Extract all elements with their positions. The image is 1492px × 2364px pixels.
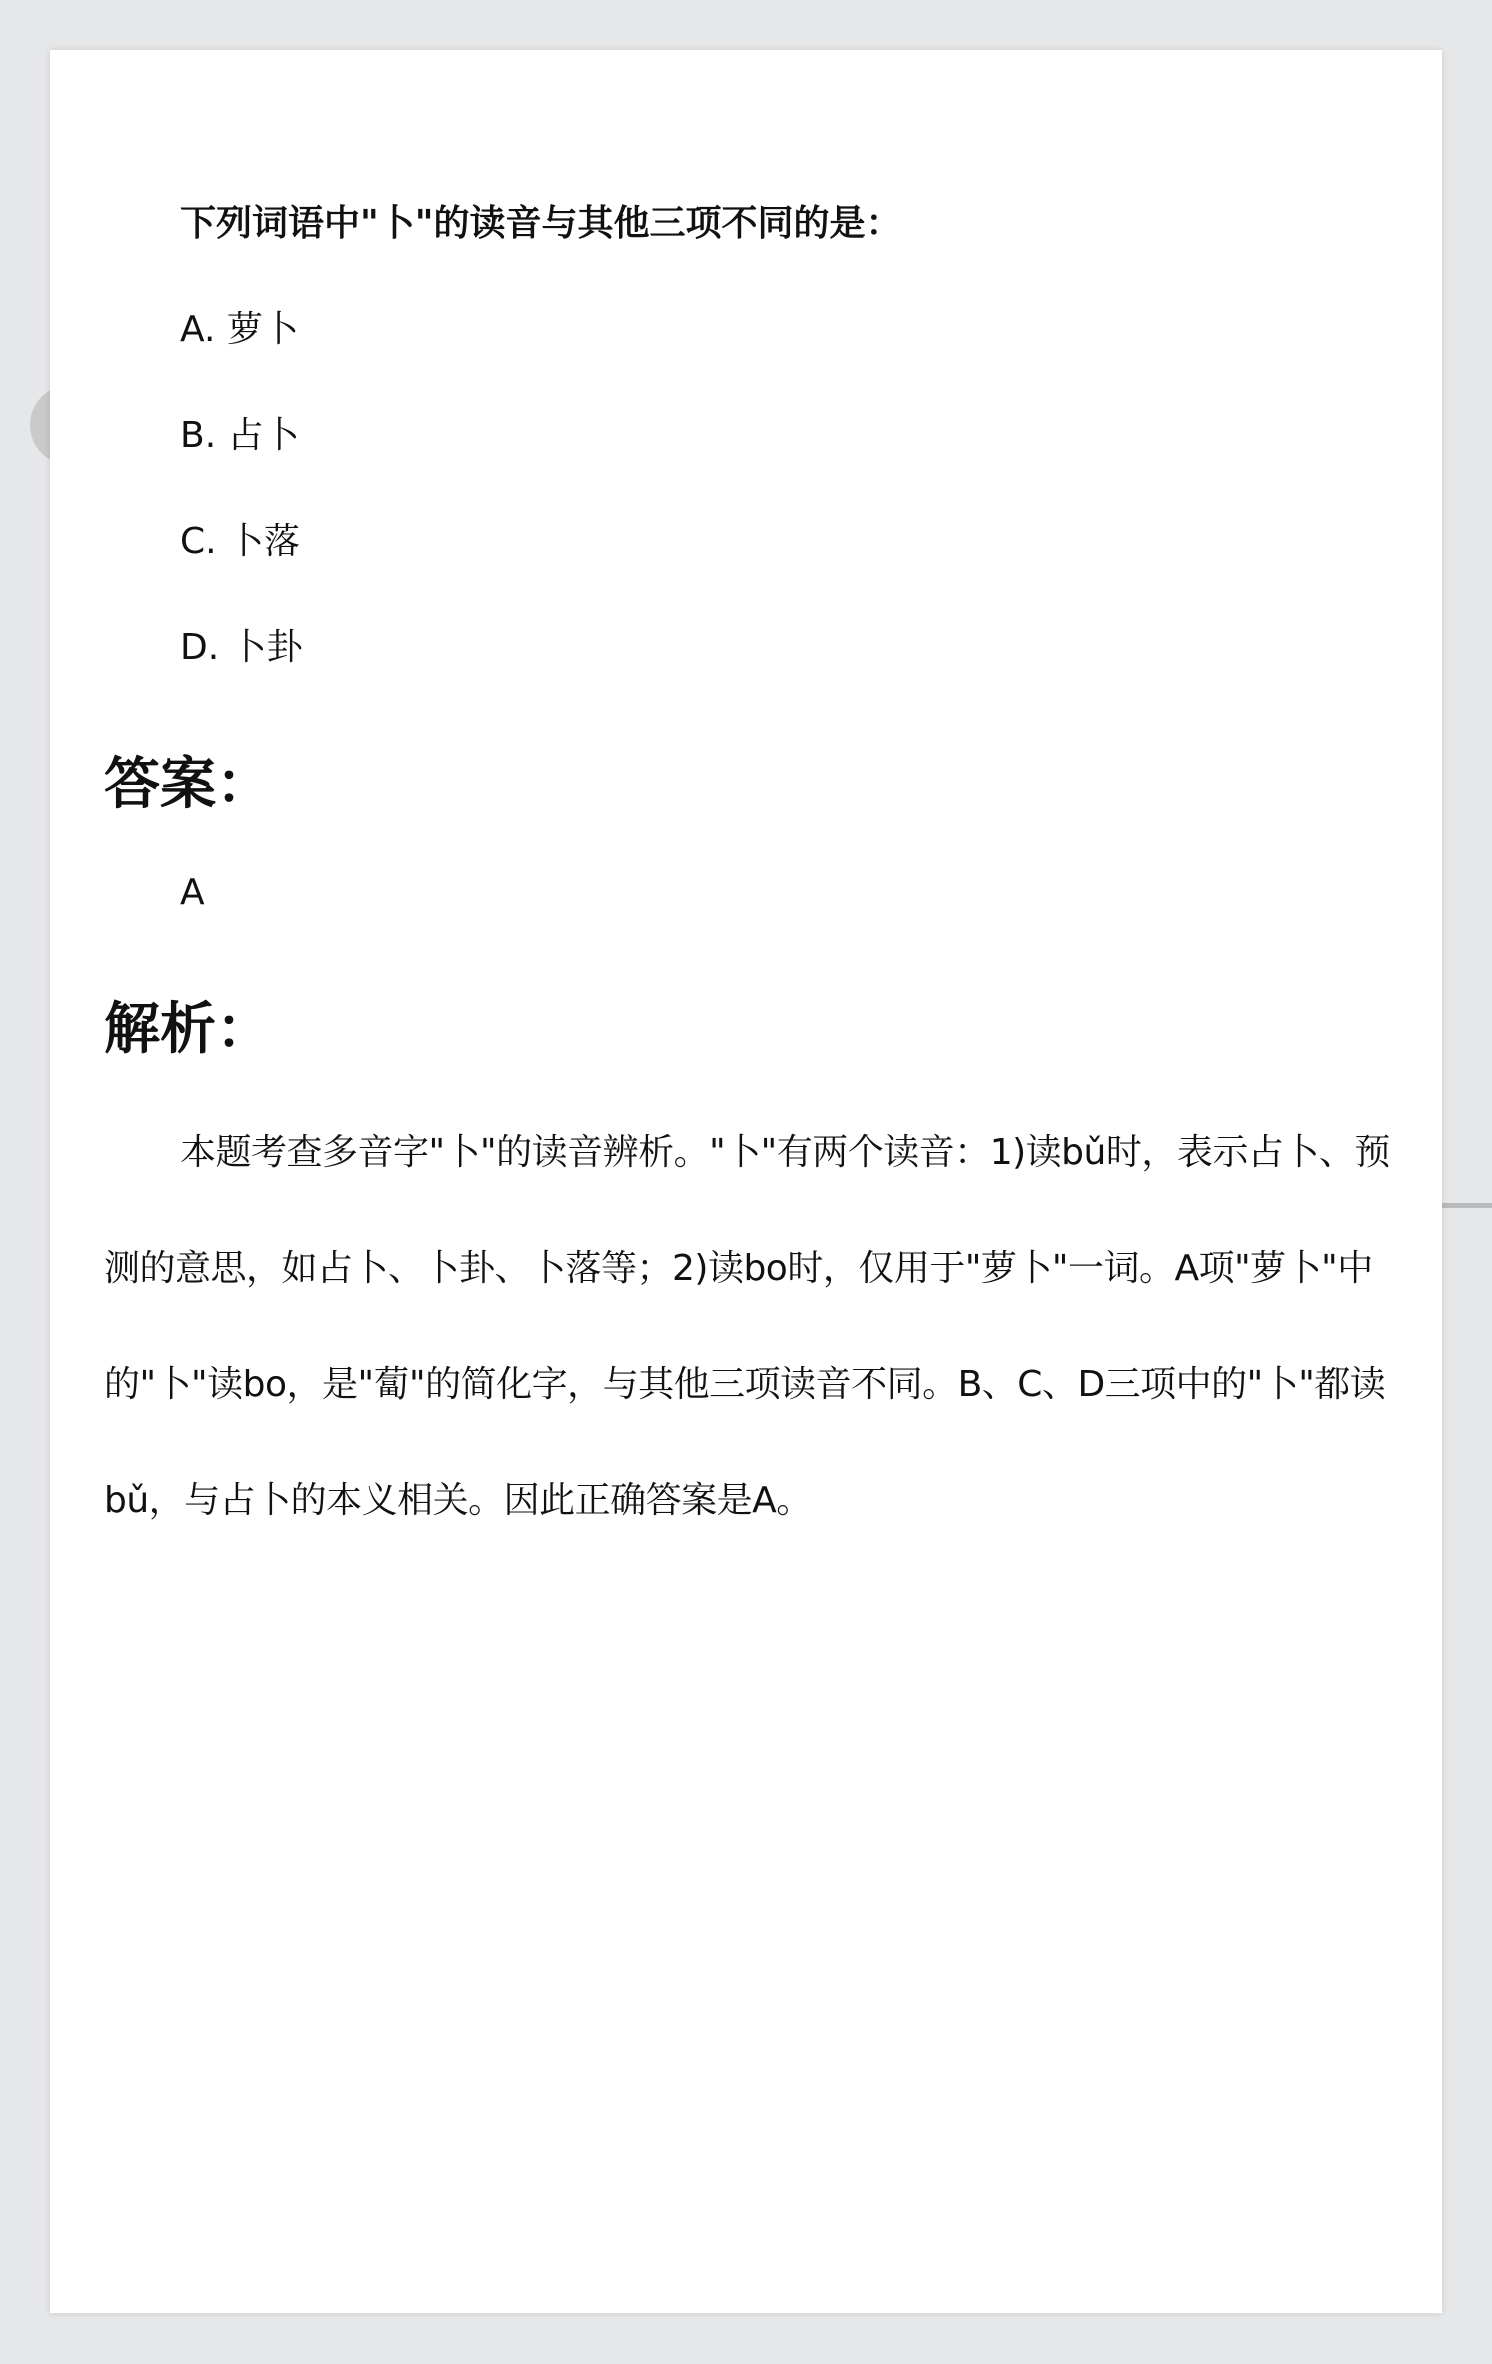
question-stem: 下列词语中"卜"的读音与其他三项不同的是：: [180, 203, 902, 244]
option-c: C. 卜落: [180, 521, 301, 562]
answer-value: A: [180, 872, 205, 913]
analysis-text: 本题考查多音字"卜"的读音辨析。"卜"有两个读音：1)读bǔ时，表示占卜、预测的意思，如占卜、卜卦、卜落等；2)读bo时，仅用于"萝卜"一词。A项"萝卜"中的"卜"读bo，是"蔔"的简化字，与其他三项读音不同。B、C、D三项中的"卜"都读bǔ，与占卜的本义相关。因此正确答案是A。: [104, 1132, 1390, 1521]
document-page: [50, 50, 1442, 2313]
option-b: B. 占卜: [180, 415, 300, 456]
option-a: A. 萝卜: [180, 309, 299, 350]
option-list: [180, 300, 303, 724]
analysis-heading: 解析：: [104, 997, 272, 1062]
option-d: D. 卜卦: [180, 627, 303, 668]
answer-heading: 答案：: [104, 752, 272, 817]
